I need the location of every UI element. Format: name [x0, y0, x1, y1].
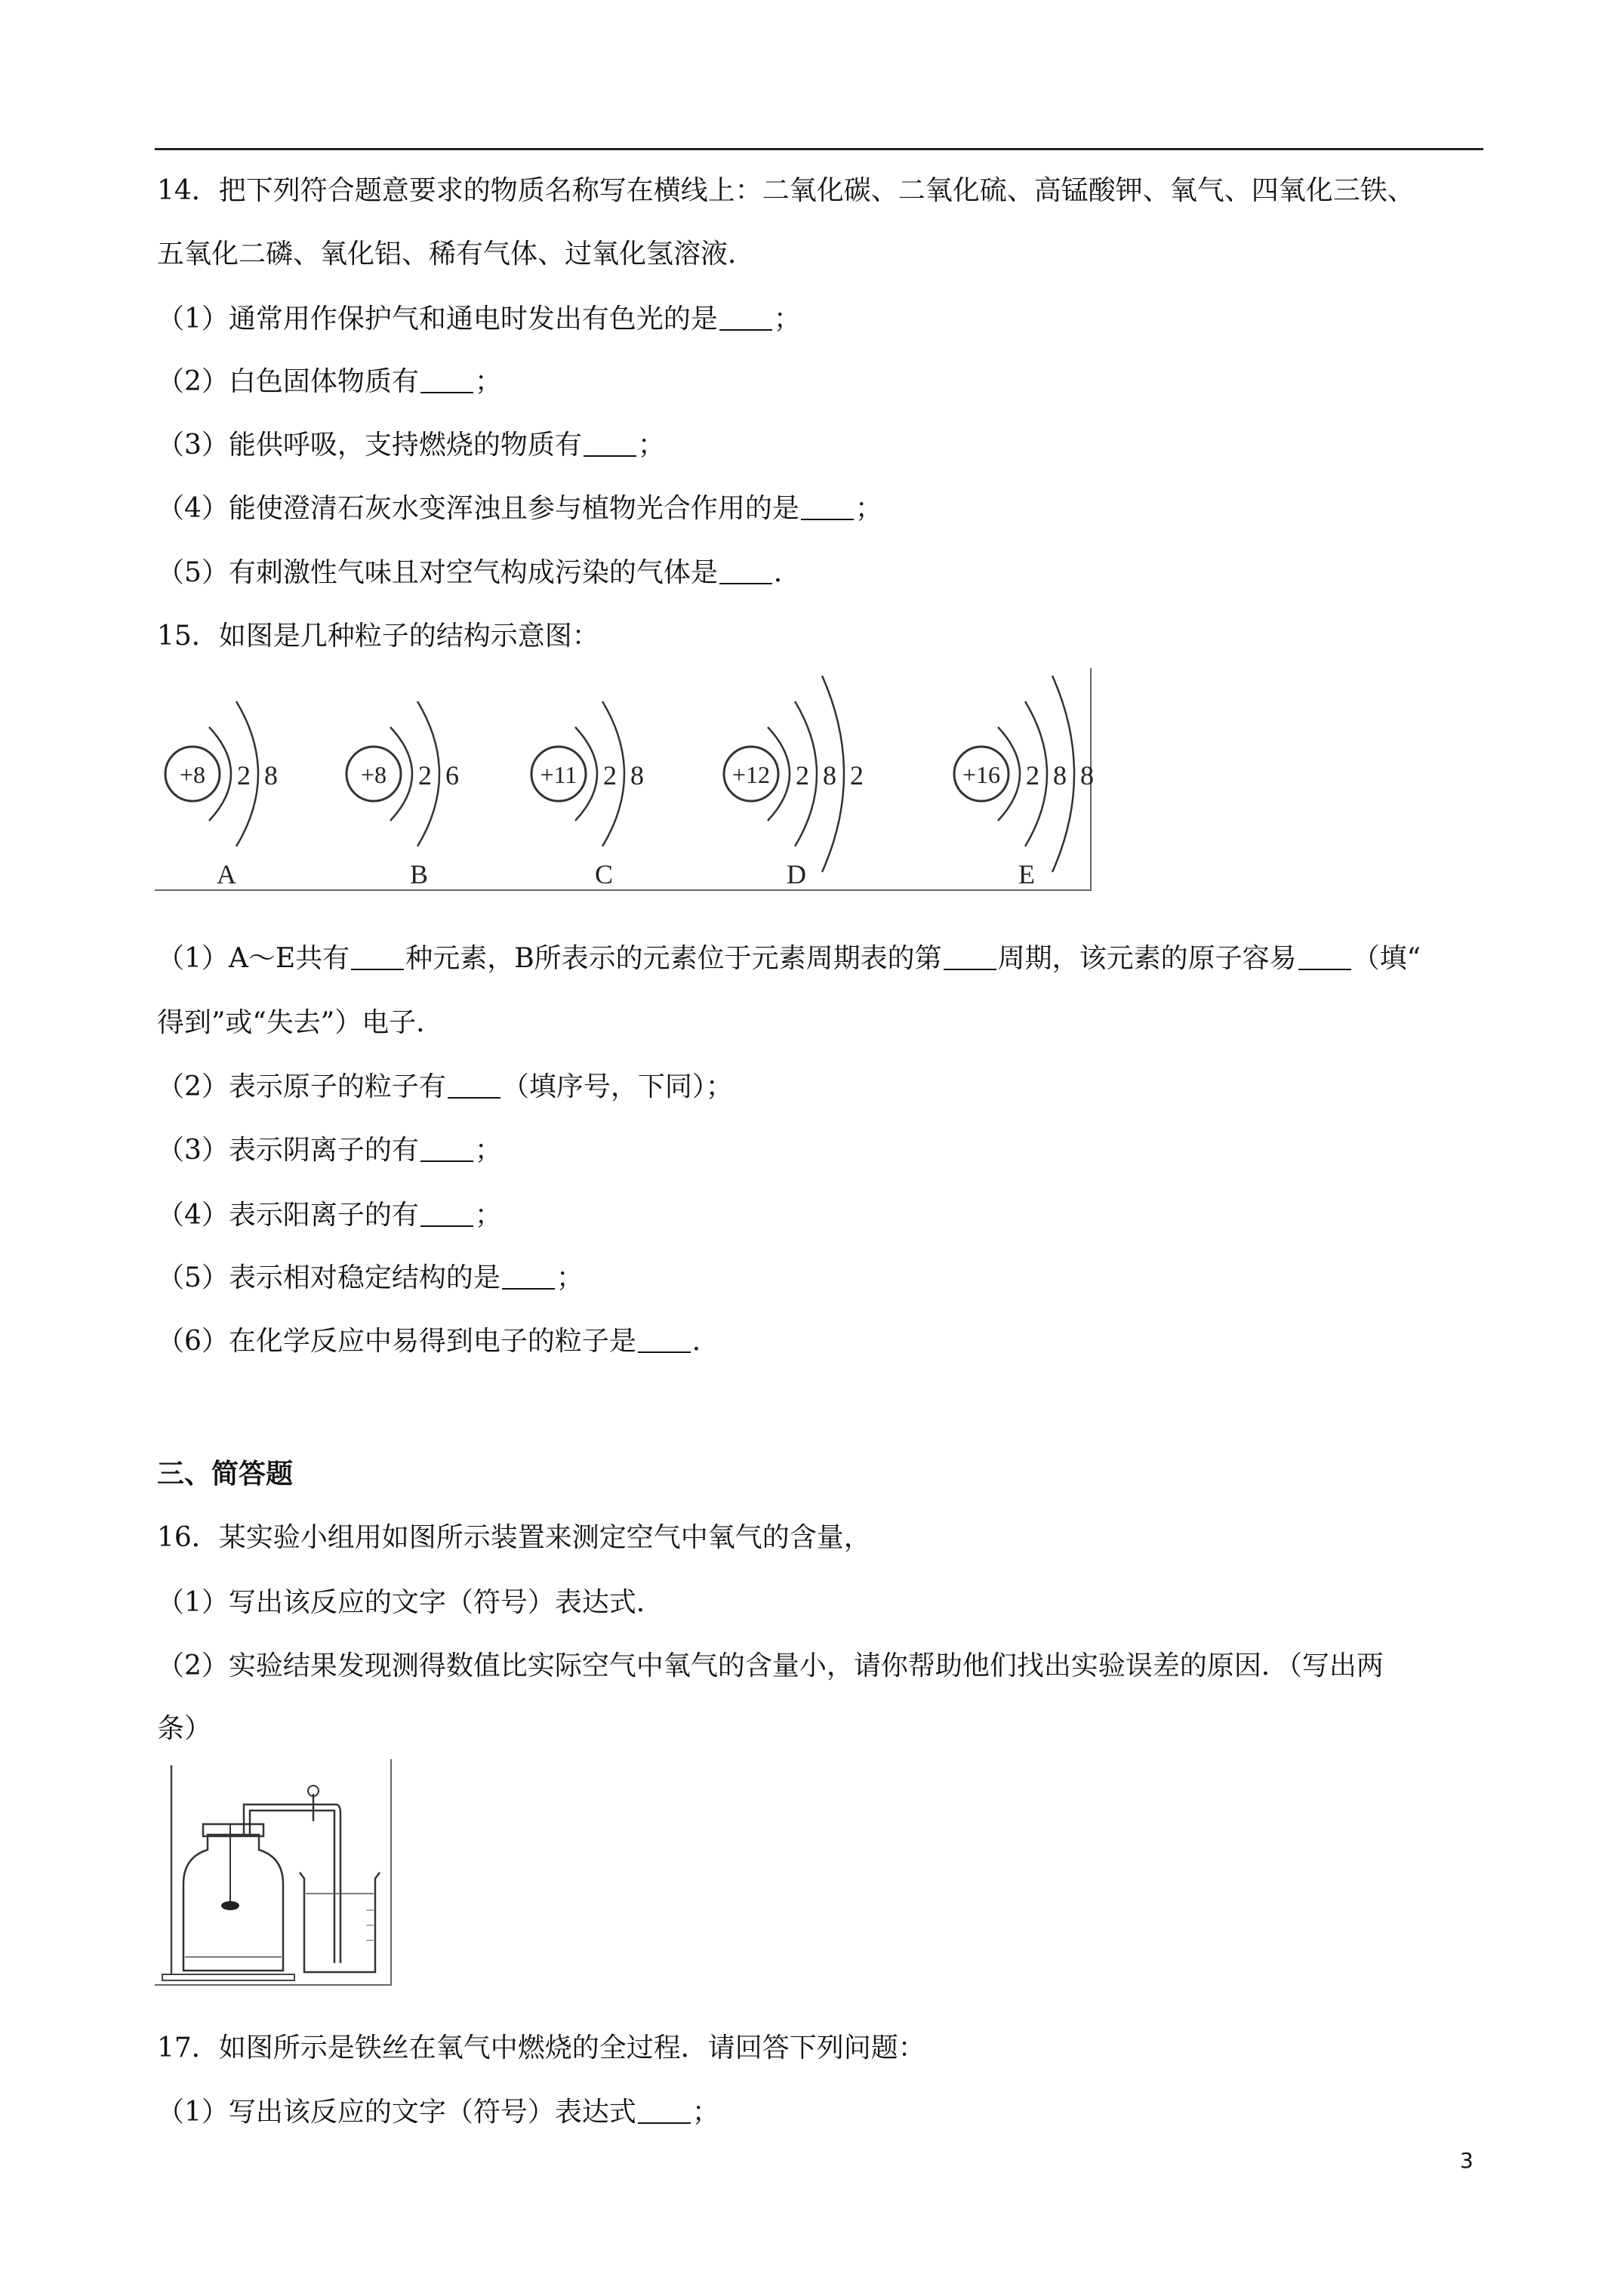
particle-b — [346, 701, 459, 889]
answer-blank[interactable] — [420, 1133, 473, 1162]
answer-blank[interactable] — [448, 1070, 500, 1099]
electron-count: 2 — [796, 760, 809, 791]
q15-item-1-line2: 得到”或“失去”）电子． — [157, 1007, 444, 1038]
answer-blank[interactable] — [638, 1324, 691, 1353]
answer-blank[interactable] — [719, 302, 772, 331]
electron-count: 2 — [1026, 760, 1039, 791]
q15-item-3: （3）表示阴离子的有 ； — [157, 1135, 502, 1166]
particle-d — [724, 676, 864, 889]
answer-blank[interactable] — [584, 428, 636, 457]
q15-stem: 15．如图是几种粒子的结构示意图： — [157, 621, 599, 652]
electron-count: 2 — [850, 760, 864, 791]
q14-item-5: （5）有刺激性气味且对空气构成污染的气体是 ． — [157, 557, 801, 588]
q15-item-5: （5）表示相对稳定结构的是 ； — [157, 1262, 584, 1293]
answer-blank[interactable] — [502, 1261, 555, 1290]
electron-count: 2 — [418, 760, 432, 791]
q14-item-2: （2）白色固体物质有 ； — [157, 366, 502, 397]
q15-item-4: （4）表示阳离子的有 ； — [157, 1200, 502, 1231]
particle-c — [531, 701, 644, 889]
particle-label: B — [409, 859, 429, 889]
electron-count: 6 — [445, 760, 459, 791]
q14-stem-line2: 五氧化二磷、氧化铝、稀有气体、过氧化氢溶液． — [157, 239, 756, 270]
q16-item-1: （1）写出该反应的文字（符号）表达式． — [157, 1587, 664, 1618]
answer-blank[interactable] — [638, 2095, 691, 2124]
oxygen-apparatus-figure — [155, 1759, 396, 1989]
nucleus-charge: +8 — [179, 761, 206, 788]
q17-stem: 17．如图所示是铁丝在氧气中燃烧的全过程．请回答下列问题： — [157, 2032, 925, 2063]
nucleus-charge: +16 — [962, 761, 1001, 788]
particle-label: E — [1018, 859, 1035, 889]
q16-stem: 16．某实验小组用如图所示装置来测定空气中氧气的含量， — [157, 1522, 871, 1553]
answer-blank[interactable] — [719, 556, 772, 584]
electron-count: 8 — [823, 760, 836, 791]
electron-count: 8 — [1080, 760, 1094, 791]
answer-blank[interactable] — [420, 365, 473, 393]
answer-blank[interactable] — [801, 492, 854, 520]
particle-e — [954, 676, 1094, 889]
electron-count: 2 — [237, 760, 251, 791]
answer-blank[interactable] — [351, 942, 404, 970]
nucleus-charge: +8 — [360, 761, 387, 788]
particle-label: D — [787, 859, 806, 889]
electron-count: 8 — [264, 760, 278, 791]
particle-label: C — [594, 859, 614, 889]
q14-item-4: （4）能使澄清石灰水变浑浊且参与植物光合作用的是 ； — [157, 493, 882, 524]
electron-count: 2 — [603, 760, 617, 791]
section-heading: 三、简答题 — [157, 1458, 294, 1490]
electron-count: 8 — [1053, 760, 1067, 791]
q16-item-2-line1: （2）实验结果发现测得数值比实际空气中氧气的含量小，请你帮助他们找出实验误差的原因．（写出两 — [157, 1650, 1384, 1681]
q16-item-2-line2: 条） — [157, 1713, 212, 1744]
answer-blank[interactable] — [1298, 942, 1351, 970]
q14-stem-line1: 14．把下列符合题意要求的物质名称写在横线上：二氧化碳、二氧化硫、高锰酸钾、氧气、四氧化三铁、 — [157, 175, 1415, 206]
particle-a — [165, 701, 278, 889]
nucleus-charge: +11 — [540, 761, 577, 788]
particle-structure-figure — [155, 668, 1095, 895]
answer-blank[interactable] — [420, 1198, 473, 1227]
electron-count: 8 — [630, 760, 644, 791]
q14-item-1: （1）通常用作保护气和通电时发出有色光的是 ； — [157, 304, 801, 334]
q15-item-1-line1: （1）A～E共有 种元素，B所表示的元素位于元素周期表的第 周期，该元素的原子容易 （填“ — [157, 943, 1421, 974]
q15-item-6: （6）在化学反应中易得到电子的粒子是 ． — [157, 1326, 719, 1357]
answer-blank[interactable] — [944, 942, 996, 970]
page-number: 3 — [1460, 2148, 1474, 2173]
nucleus-charge: +12 — [731, 761, 771, 788]
particle-label: A — [217, 859, 236, 889]
q15-item-2: （2）表示原子的粒子有 （填序号，下同）； — [157, 1071, 733, 1102]
q14-item-3: （3）能供呼吸，支持燃烧的物质有 ； — [157, 430, 665, 461]
header-rule — [155, 148, 1483, 150]
q17-item-1: （1）写出该反应的文字（符号）表达式 ； — [157, 2097, 719, 2128]
